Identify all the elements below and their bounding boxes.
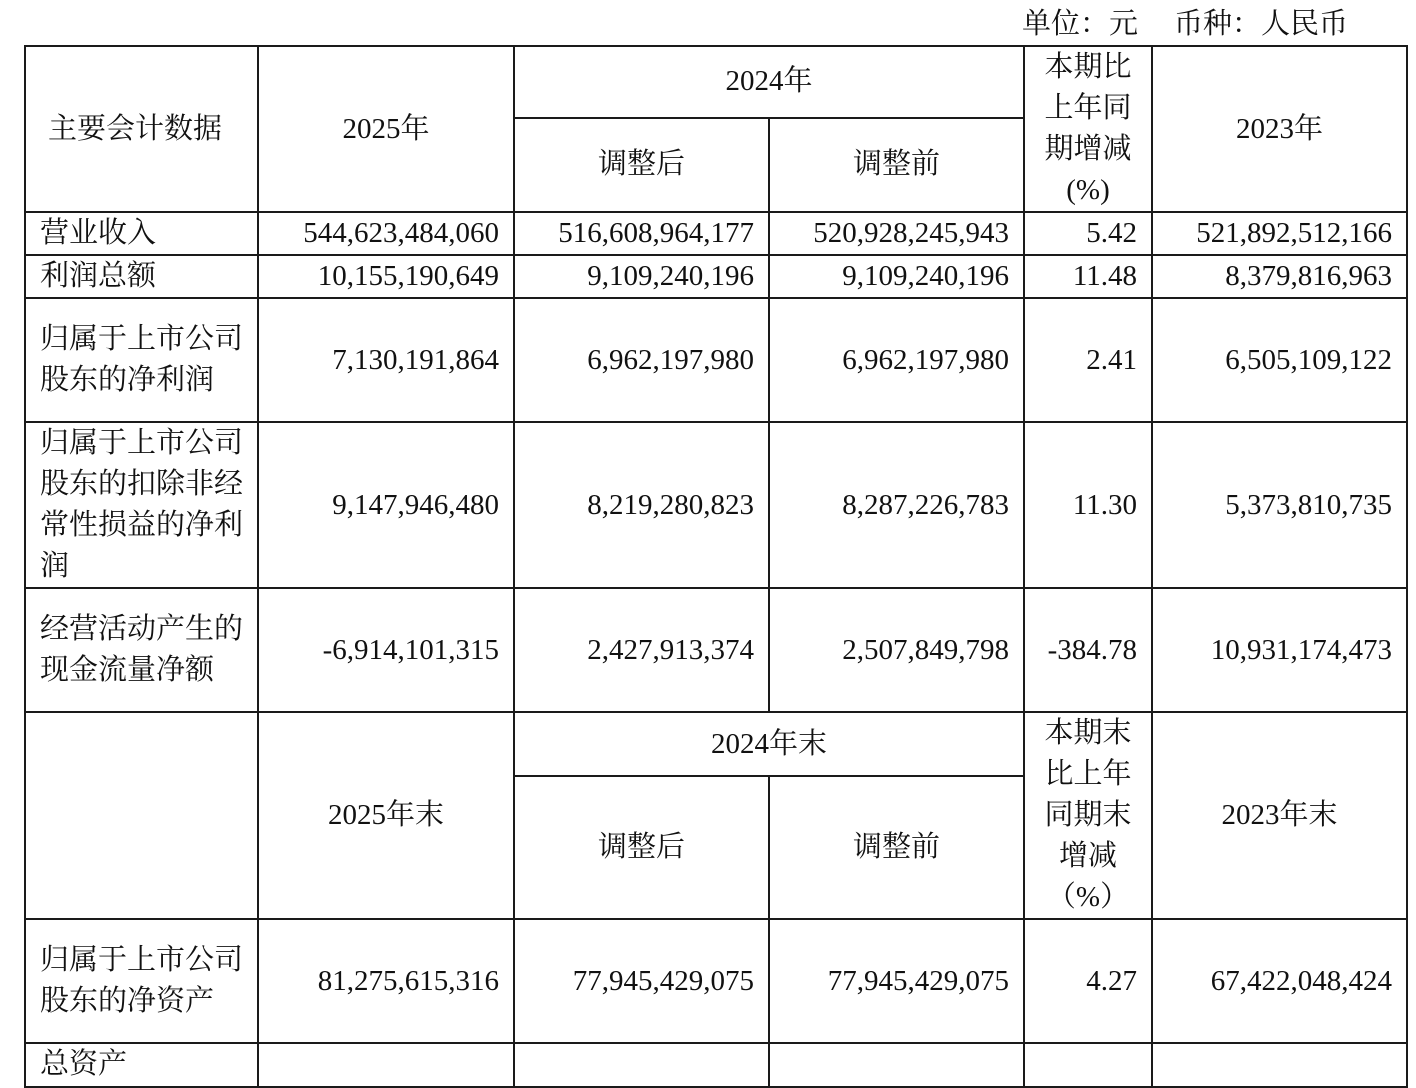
value-2024-adjusted-after: 6,962,197,980 [514, 298, 769, 422]
key-accounting-data-table [24, 45, 1408, 1088]
table-row [25, 588, 1407, 712]
header-row-1 [25, 46, 1407, 118]
table-row [25, 919, 1407, 1043]
value-2024-end-adjusted-before [769, 1043, 1024, 1087]
value-change-end: 4.27 [1024, 919, 1152, 1043]
row-label: 归属于上市公司股东的扣除非经常性损益的净利润 [25, 422, 258, 588]
value-2023: 8,379,816,963 [1152, 255, 1407, 298]
value-2024-adjusted-before: 8,287,226,783 [769, 422, 1024, 588]
table-row [25, 255, 1407, 298]
value-2025: 544,623,484,060 [258, 212, 514, 255]
header-item: 主要会计数据 [25, 46, 258, 212]
value-change: 5.42 [1024, 212, 1152, 255]
currency-label: 币种：人民币 [1173, 8, 1348, 40]
value-2023: 6,505,109,122 [1152, 298, 1407, 422]
value-2023-end: 67,422,048,424 [1152, 919, 1407, 1043]
value-2024-end-adjusted-after [514, 1043, 769, 1087]
header-2024: 2024年 [514, 46, 1024, 118]
table-row [25, 298, 1407, 422]
value-2024-adjusted-after: 516,608,964,177 [514, 212, 769, 255]
value-2024-adjusted-before: 9,109,240,196 [769, 255, 1024, 298]
row-label: 经营活动产生的现金流量净额 [25, 588, 258, 712]
value-2025: -6,914,101,315 [258, 588, 514, 712]
header-row-2 [25, 712, 1407, 776]
header-2025-end: 2025年末 [258, 712, 514, 919]
value-2025-end: 81,275,615,316 [258, 919, 514, 1043]
value-2025-end [258, 1043, 514, 1087]
row-label: 利润总额 [25, 255, 258, 298]
table-row [25, 212, 1407, 255]
value-2024-adjusted-after: 8,219,280,823 [514, 422, 769, 588]
row-label: 归属于上市公司股东的净利润 [25, 298, 258, 422]
value-2025: 9,147,946,480 [258, 422, 514, 588]
value-2024-adjusted-after: 9,109,240,196 [514, 255, 769, 298]
unit-label: 单位：元 [1021, 8, 1138, 40]
header-change-end: 本期末比上年同期末增减（%） [1024, 712, 1152, 919]
value-2024-adjusted-after: 2,427,913,374 [514, 588, 769, 712]
value-change-end [1024, 1043, 1152, 1087]
value-2024-end-adjusted-before: 77,945,429,075 [769, 919, 1024, 1043]
value-2023-end [1152, 1043, 1407, 1087]
value-change: -384.78 [1024, 588, 1152, 712]
row-label: 归属于上市公司股东的净资产 [25, 919, 258, 1043]
value-2024-adjusted-before: 6,962,197,980 [769, 298, 1024, 422]
header-item-2 [25, 712, 258, 919]
header-2023: 2023年 [1152, 46, 1407, 212]
value-2023: 521,892,512,166 [1152, 212, 1407, 255]
unit-currency-line [1022, 4, 1348, 44]
row-label: 营业收入 [25, 212, 258, 255]
table-row [25, 1043, 1407, 1087]
header-adjusted-after-2: 调整后 [514, 776, 769, 919]
header-2023-end: 2023年末 [1152, 712, 1407, 919]
header-adjusted-before-2: 调整前 [769, 776, 1024, 919]
value-2023: 5,373,810,735 [1152, 422, 1407, 588]
row-label: 总资产 [25, 1043, 258, 1087]
header-adjusted-after: 调整后 [514, 118, 769, 212]
table-row [25, 422, 1407, 588]
value-2025: 10,155,190,649 [258, 255, 514, 298]
header-2024-end: 2024年末 [514, 712, 1024, 776]
value-change: 2.41 [1024, 298, 1152, 422]
value-change: 11.48 [1024, 255, 1152, 298]
header-adjusted-before: 调整前 [769, 118, 1024, 212]
value-2024-adjusted-before: 520,928,245,943 [769, 212, 1024, 255]
value-2024-end-adjusted-after: 77,945,429,075 [514, 919, 769, 1043]
value-change: 11.30 [1024, 422, 1152, 588]
header-change: 本期比上年同期增减(%) [1024, 46, 1152, 212]
value-2024-adjusted-before: 2,507,849,798 [769, 588, 1024, 712]
header-2025: 2025年 [258, 46, 514, 212]
value-2025: 7,130,191,864 [258, 298, 514, 422]
value-2023: 10,931,174,473 [1152, 588, 1407, 712]
